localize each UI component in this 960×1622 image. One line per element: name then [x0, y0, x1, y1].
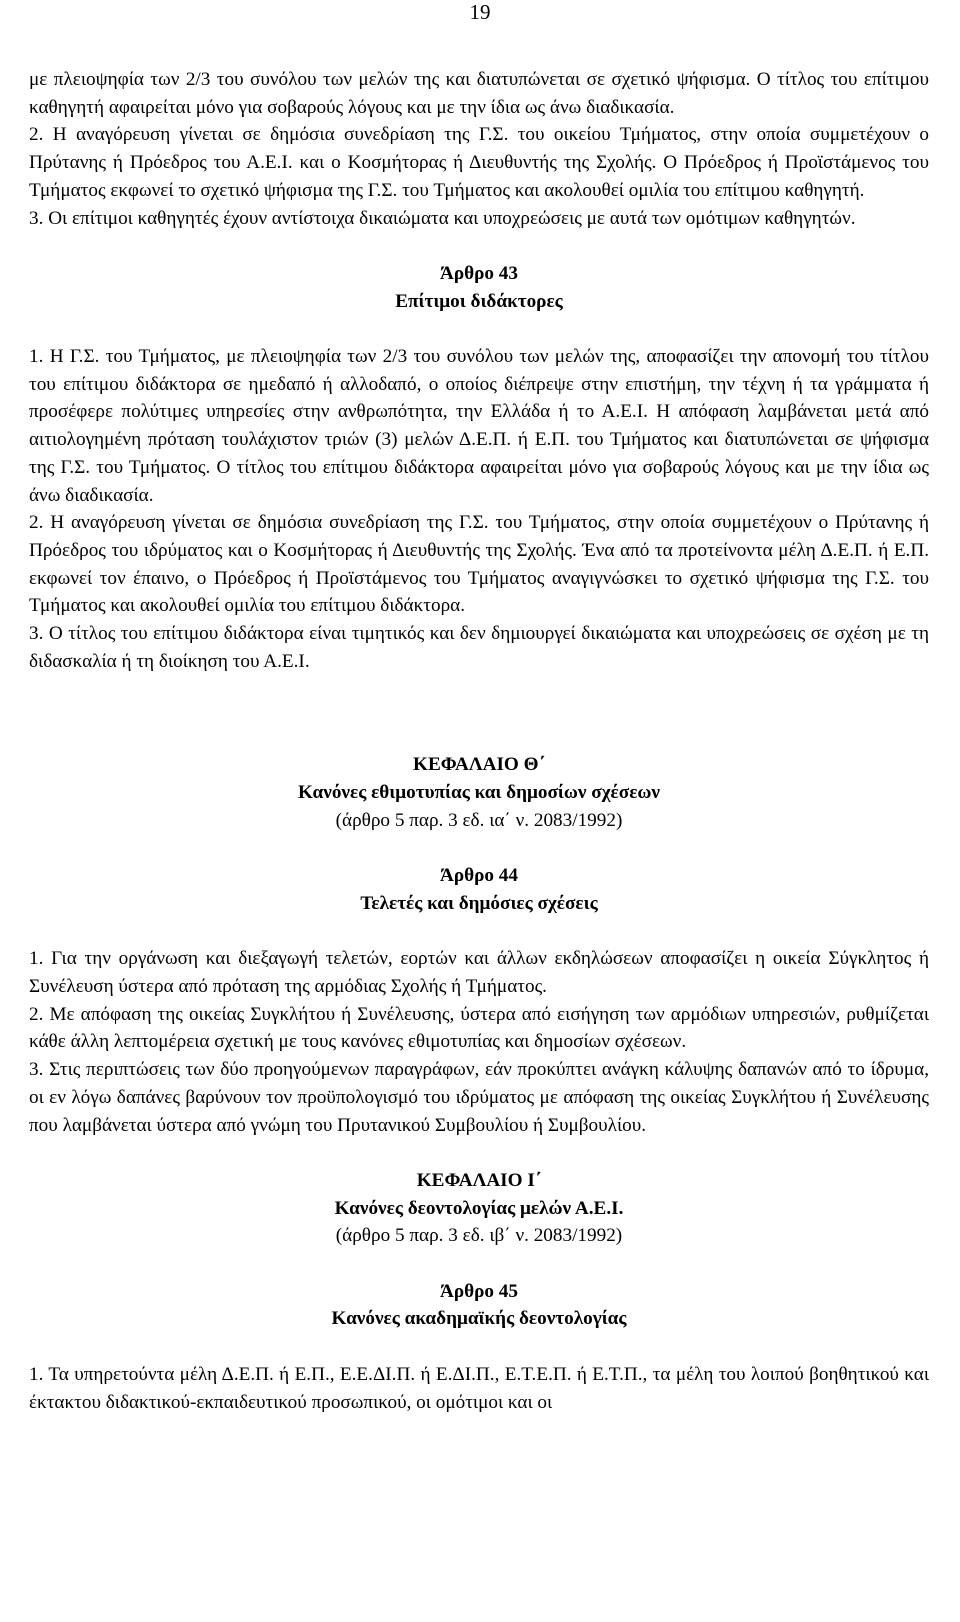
article-43-paragraph-2: 2. Η αναγόρευση γίνεται σε δημόσια συνεδρίαση της Γ.Σ. του Τμήματος, στην οποία συμμετέχουν ο Πρύτανης ή Πρόεδρος του ιδρύματος και ο Κοσμήτορας ή Διευθυντής της Σχολής. Ένα από τα προτείνοντα μέλη Δ.Ε.Π. ή Ε.Π. εκφωνεί τον έπαινο, ο Πρόεδρος ή Προϊστάμενος του Τμήματος αναγιγνώσκει το σχετικό ψήφισμα της Γ.Σ. του Τμήματος και ακολουθεί ομιλία του επίτιμου διδάκτορα. — [29, 512, 929, 617]
article-43-title: Επίτιμοι διδάκτορες — [395, 290, 563, 312]
chapter-iota-reference: (άρθρο 5 παρ. 3 εδ. ιβ΄ ν. 2083/1992) — [335, 1225, 623, 1247]
page-number: 19 — [469, 0, 491, 24]
article-43-paragraph-3: 3. Ο τίτλος του επίτιμου διδάκτορα είναι τιμητικός και δεν δημιουργεί δικαιώματα και υποχρεώσεις σε σχέση με τη διδασκαλία ή τη διοίκηση του Α.Ε.Ι. — [29, 623, 929, 672]
paragraph-2: 2. Η αναγόρευση γίνεται σε δημόσια συνεδρίαση της Γ.Σ. του οικείου Τμήματος, στην οποία συμμετέχουν ο Πρύτανης ή Πρόεδρος του Α.Ε.Ι. και ο Κοσμήτορας ή Διευθυντής της Σχολής. Ο Πρόεδρος ή Προϊστάμενος του Τμήματος εκφωνεί το σχετικό ψήφισμα της Γ.Σ. του Τμήματος και ακολουθεί ομιλία του επίτιμου καθηγητή. — [29, 124, 929, 201]
article-45-title: Κανόνες ακαδημαϊκής δεοντολογίας — [331, 1308, 627, 1330]
article-44-number: Άρθρο 44 — [440, 865, 518, 887]
article-44-paragraph-1: 1. Για την οργάνωση και διεξαγωγή τελετών, εορτών και άλλων εκδηλώσεων αποφασίζει η οικεία Σύγκλητος ή Συνέλευση ύστερα από πρόταση της αρμόδιας Σχολής ή Τμήματος. — [29, 948, 929, 998]
article-44-title: Τελετές και δημόσιες σχέσεις — [360, 892, 598, 914]
chapter-iota-heading: ΚΕΦΑΛΑΙΟ Ι΄ — [416, 1169, 542, 1191]
article-43-paragraph-1: 1. Η Γ.Σ. του Τμήματος, με πλειοψηφία των 2/3 του συνόλου των μελών της, αποφασίζει την απονομή του τίτλου του επίτιμου διδάκτορα σε ημεδαπό ή αλλοδαπό, ο οποίος διέπρεψε στην επιστήμη, την τέχνη ή τα γράμματα ή προσέφερε πολύτιμες υπηρεσίες στην ανθρωπότητα, την Ελλάδα ή το Α.Ε.Ι. Η απόφαση λαμβάνεται μετά από αιτιολογημένη πρόταση τουλάχιστον τριών (3) μελών Δ.Ε.Π. ή Ε.Π. του Τμήματος και διατυπώνεται σε ψήφισμα της Γ.Σ. του Τμήματος. Ο τίτλος του επίτιμου διδάκτορα αφαιρείται μόνο για σοβαρούς λόγους και με την ίδια ως άνω διαδικασία. — [29, 346, 929, 506]
article-43-number: Άρθρο 43 — [440, 262, 518, 284]
article-44-paragraph-2: 2. Με απόφαση της οικείας Συγκλήτου ή Συνέλευσης, ύστερα από εισήγηση των αρμόδιων υπηρεσιών, ρυθμίζεται κάθε άλλη λεπτομέρεια σχετική με τους κανόνες εθιμοτυπίας και δημοσίων σχέσεων. — [29, 1003, 929, 1053]
chapter-theta-reference: (άρθρο 5 παρ. 3 εδ. ια΄ ν. 2083/1992) — [335, 809, 623, 831]
article-44-paragraph-3: 3. Στις περιπτώσεις των δύο προηγούμενων παραγράφων, εάν προκύπτει ανάγκη κάλυψης δαπανών από το ίδρυμα, οι εν λόγω δαπάνες βαρύνουν τον προϋπολογισμό του ιδρύματος με απόφαση της οικείας Συγκλήτου ή Συνέλευσης που λαμβάνεται ύστερα από γνώμη του Πρυτανικού Συμβουλίου ή Συμβουλίου. — [29, 1059, 929, 1136]
chapter-iota-title: Κανόνες δεοντολογίας μελών Α.Ε.Ι. — [334, 1197, 624, 1219]
chapter-theta-heading: ΚΕΦΑΛΑΙΟ Θ΄ — [413, 754, 545, 776]
paragraph-3: 3. Οι επίτιμοι καθηγητές έχουν αντίστοιχα δικαιώματα και υποχρεώσεις με αυτά των ομότιμων καθηγητών. — [29, 207, 856, 229]
article-45-paragraph-1: 1. Τα υπηρετούντα μέλη Δ.Ε.Π. ή Ε.Π., Ε.Ε.ΔΙ.Π. ή Ε.ΔΙ.Π., Ε.Τ.Ε.Π. ή Ε.Τ.Π., τα μέλη του λοιπού βοηθητικού και έκτακτου διδακτικού-εκπαιδευτικού προσωπικού, οι ομότιμοι και οι — [29, 1363, 929, 1413]
article-45-number: Άρθρο 45 — [440, 1280, 518, 1302]
document-body — [29, 66, 929, 1416]
paragraph-continued: με πλειοψηφία των 2/3 του συνόλου των μελών της και διατυπώνεται σε σχετικό ψήφισμα. Ο τίτλος του επίτιμου καθηγητή αφαιρείται μόνο για σοβαρούς λόγους και με την ίδια ως άνω διαδικασία. — [29, 69, 929, 118]
chapter-theta-title: Κανόνες εθιμοτυπίας και δημοσίων σχέσεων — [298, 782, 660, 804]
